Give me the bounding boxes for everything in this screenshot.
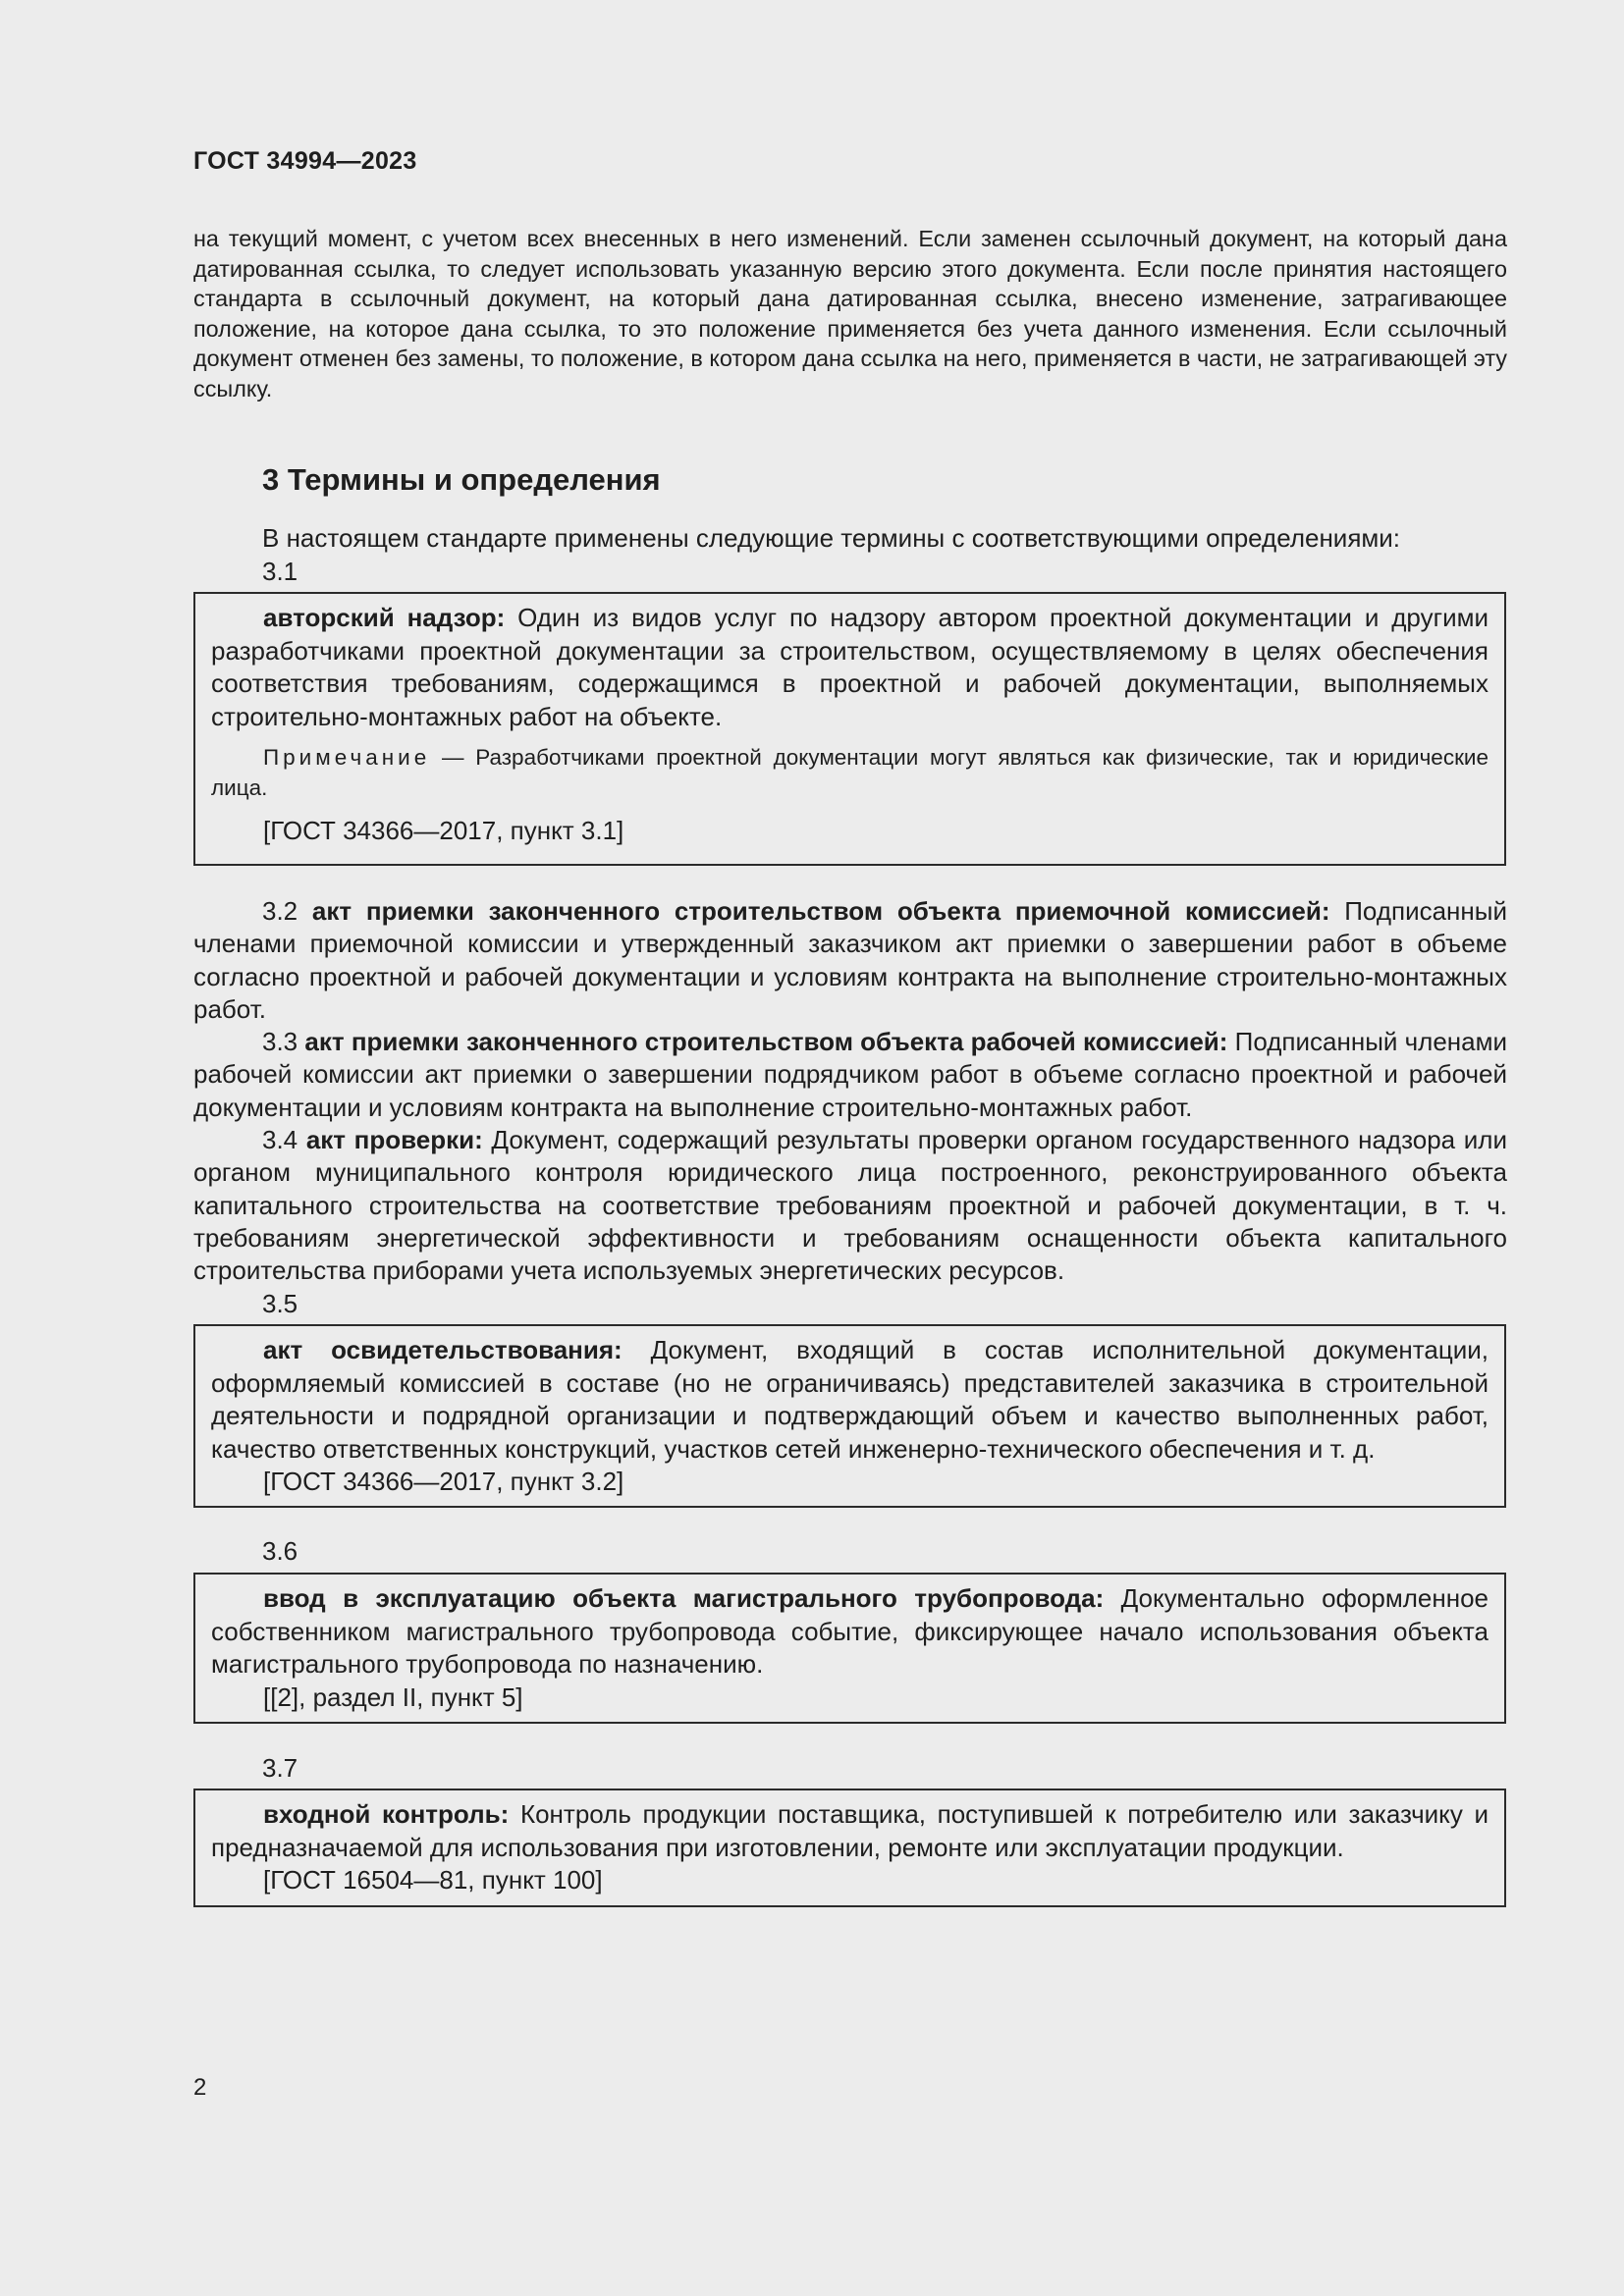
note-text: — Разработчиками проектной документации могут являться как физические, так и юридические лица. [211, 745, 1489, 800]
term-box-3-6 [193, 1573, 1506, 1724]
term-name-3-2: акт приемки законченного строительством объекта приемочной комиссией: [311, 896, 1330, 926]
term-source-3-1: [ГОСТ 34366—2017, пункт 3.1] [263, 816, 624, 845]
term-text-3-1: Один из видов услуг по надзору автором проектной документации и другими разработчиками проектной документации за строительством, осуществляемому в целях обеспечения соответствия требованиям, содержащимся в проектной и рабочей документации, выполняемых строительно-монтажных работ на объекте. [211, 603, 1489, 731]
term-source-3-6: [[2], раздел II, пункт 5] [263, 1682, 523, 1712]
term-name-3-1: авторский надзор: [263, 603, 506, 632]
term-number-3-5: 3.5 [262, 1289, 298, 1318]
term-number-3-2: 3.2 [262, 896, 298, 926]
page-number: 2 [193, 2074, 207, 2101]
term-text-3-5: Документ, входящий в состав исполнительной документации, оформляемый комиссией в составе (но не ограничиваясь) представителей заказчика в строительной деятельности и подрядной организации и подтверждающий объем и качество выполненных работ, качество ответственных конструкций, участков сетей инженерно-технического обеспечения и т. д. [211, 1335, 1489, 1464]
term-number-3-3: 3.3 [262, 1027, 298, 1057]
term-name-3-5: акт освидетельствования: [263, 1335, 623, 1364]
term-text-3-7: Контроль продукции поставщика, поступившей к потребителю или заказчику и предназначаемой для использования при изготовлении, ремонте или эксплуатации продукции. [211, 1799, 1489, 1862]
term-paragraph-3-4 [193, 1124, 1507, 1287]
term-text-3-3: Подписанный членами рабочей комиссии акт приемки о завершении подрядчиком работ в объеме согласно проектной и рабочей документации и условиям контракта на выполнение строительно-монтажных работ. [193, 1027, 1508, 1122]
term-name-3-3: акт приемки законченного строительством объекта рабочей комиссией: [304, 1027, 1228, 1057]
section-title: 3 Термины и определения [262, 462, 661, 497]
term-paragraph-3-2 [193, 895, 1507, 1026]
term-box-3-7 [193, 1789, 1506, 1907]
term-source-3-5: [ГОСТ 34366—2017, пункт 3.2] [263, 1467, 624, 1496]
term-name-3-6: ввод в эксплуатацию объекта магистрального трубопровода: [263, 1583, 1105, 1613]
term-definition-3-1 [211, 602, 1489, 733]
term-text-3-4: Документ, содержащий результаты проверки органом государственного надзора или органом муниципального контроля юридического лица построенного, реконструированного объекта капитального строительства на соответствие требованиям проектной и рабочей документации, в т. ч. требованиям энергетической эффективности и требованиям оснащенности объекта капитального строительства приборами учета используемых энергетических ресурсов. [193, 1125, 1507, 1286]
section-lead: В настоящем стандарте применены следующие термины с соответствующими определениями: [262, 523, 1401, 553]
term-box-3-1 [193, 592, 1506, 866]
term-definition-3-5 [211, 1334, 1489, 1466]
term-text-3-6: Документально оформленное собственником магистрального трубопровода событие, фиксирующее начало использования объекта магистрального трубопровода по назначению. [211, 1583, 1489, 1679]
term-name-3-4: акт проверки: [305, 1125, 483, 1155]
term-note-3-1 [211, 743, 1489, 803]
term-source-3-7: [ГОСТ 16504—81, пункт 100] [263, 1865, 603, 1895]
note-label: Примечание [263, 745, 431, 770]
term-number-3-1: 3.1 [262, 557, 298, 586]
terms-3-2-to-3-4 [193, 895, 1507, 1288]
term-number-3-4: 3.4 [262, 1125, 298, 1155]
term-box-3-5 [193, 1324, 1506, 1508]
term-text-3-2: Подписанный членами приемочной комиссии и утвержденный заказчиком акт приемки о завершении работ в объеме согласно проектной и рабочей документации и условиям контракта на выполнение строительно-монтажных работ. [193, 896, 1507, 1024]
term-definition-3-7 [211, 1798, 1489, 1864]
term-name-3-7: входной контроль: [263, 1799, 510, 1829]
term-number-3-7: 3.7 [262, 1753, 298, 1783]
term-number-3-6: 3.6 [262, 1536, 298, 1566]
intro-paragraph: на текущий момент, с учетом всех внесенных в него изменений. Если заменен ссылочный документ, на который дана датированная ссылка, то следует использовать указанную версию этого документа. Если после принятия настоящего стандарта в ссылочный документ, на который дана датированная ссылка, внесено изменение, затрагивающее положение, на которое дана ссылка, то это положение применяется без учета данного изменения. Если ссылочный документ отменен без замены, то положение, в котором дана ссылка на него, применяется в части, не затрагивающей эту ссылку. [193, 226, 1507, 401]
term-definition-3-6 [211, 1582, 1489, 1682]
document-header: ГОСТ 34994—2023 [193, 147, 417, 175]
term-paragraph-3-3 [193, 1026, 1507, 1124]
